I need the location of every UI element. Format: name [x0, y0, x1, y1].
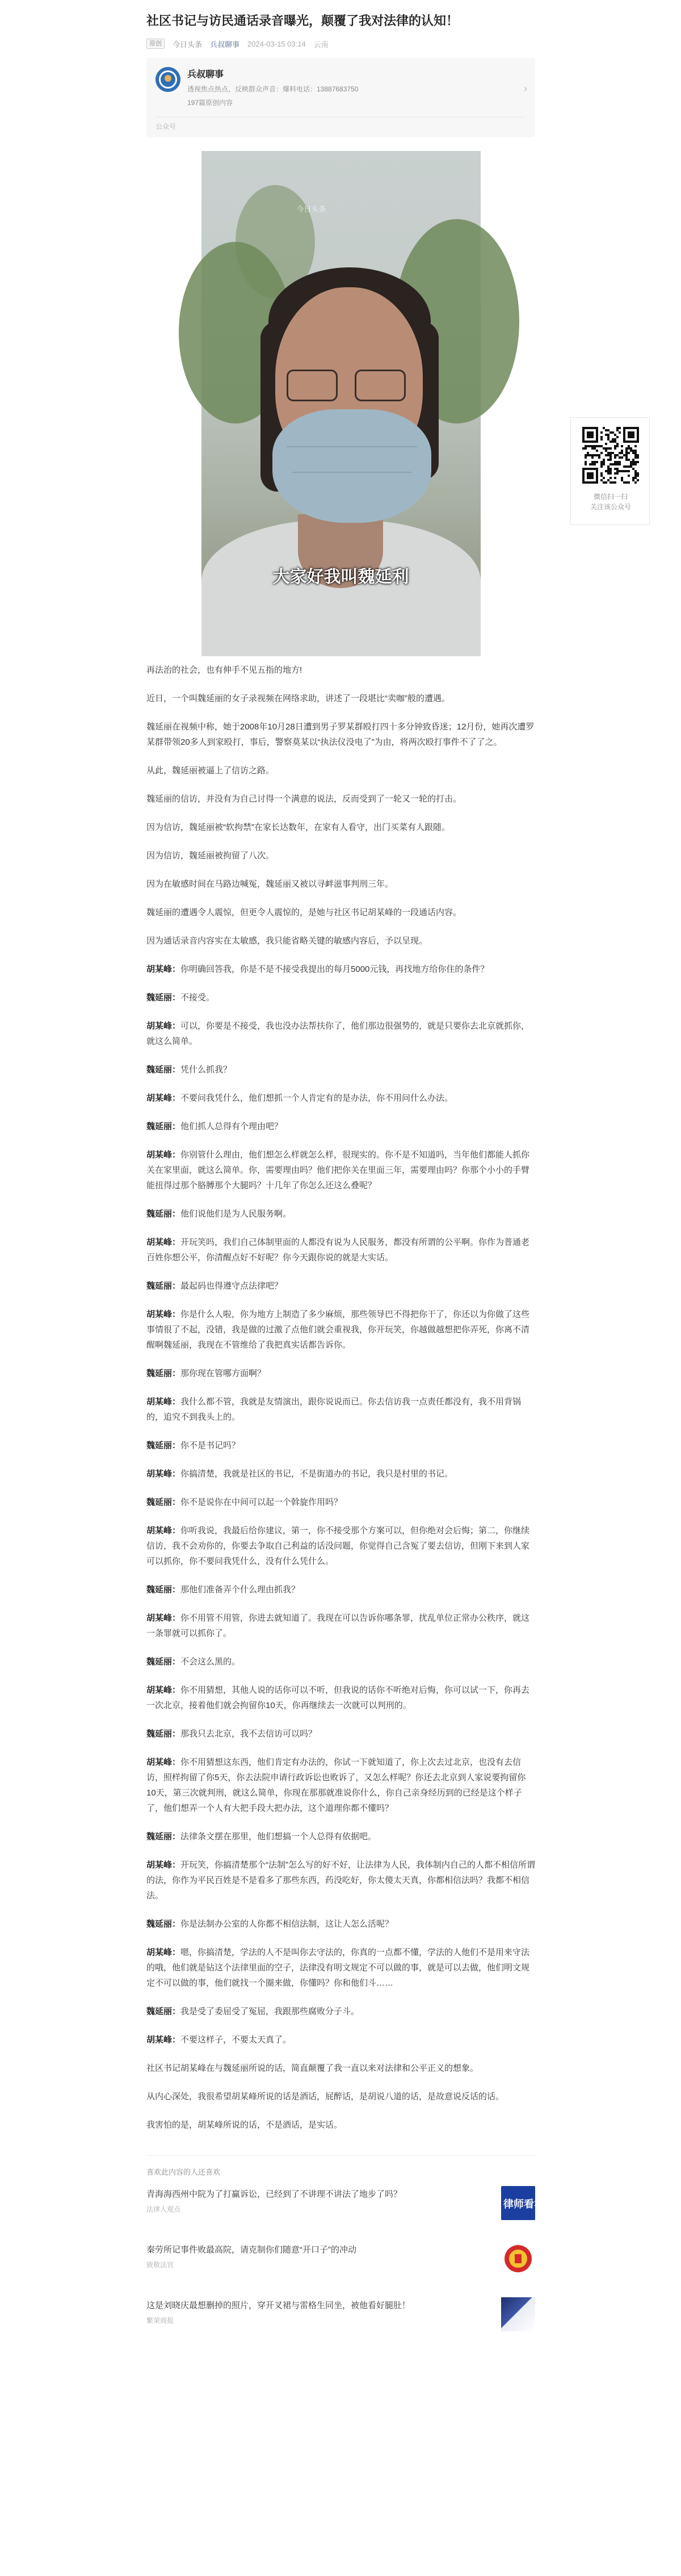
- related-item[interactable]: [146, 2242, 535, 2297]
- paragraph-text: 从此，魏延丽被逼上了信访之路。: [146, 766, 275, 775]
- article-paragraph: [146, 876, 535, 892]
- paragraph-text: 你是什么人啦，你为地方上制造了多少麻烦，那些领导巴不得把你干了，你还以为你做了这些事情很了不起，没错，我是做的过激了点他们就会重视我，你开玩笑，你越做越想把你弄死，你离不清醒啊魏延丽，我现在不管维给了我把真实话都告诉你。: [146, 1310, 530, 1350]
- paragraph-text: 你不用管不用管，你进去就知道了。我现在可以告诉你哪条罪，扰乱单位正常办公秩序，就这一条罪就可以抓你了。: [146, 1613, 530, 1638]
- article-title: 社区书记与访民通话录音曝光，颠覆了我对法律的认知！: [146, 14, 459, 28]
- speaker-label: 魏延丽：: [146, 1209, 181, 1219]
- article-paragraph: [146, 662, 535, 678]
- related-item[interactable]: [146, 2186, 544, 2242]
- article-paragraph: [146, 1062, 535, 1077]
- paragraph-text: 嗯，你搞清楚，学法的人不是叫你去守法的，你真的一点都不懂，学法的人他们不是用来守法的哦，他们就是钻这个法律里面的空子，法律没有明文规定不可以做的事，就是可以去做，他们明文规定不可以做的事，他们就找一个圈来做，你懂吗？你和他们斗……: [146, 1948, 530, 1988]
- speaker-label: 魏延丽：: [146, 1657, 181, 1667]
- article-paragraph: [146, 1235, 535, 1265]
- article-paragraph: [146, 933, 535, 949]
- paragraph-text: 不要这样子，不要太天真了。: [180, 2035, 292, 2045]
- paragraph-text: 法律条文摆在那里，他们想搞一个人总得有依据吧。: [180, 1832, 377, 1841]
- article-paragraph: [146, 1916, 535, 1932]
- paragraph-text: 近日，一个叫魏延丽的女子录视频在网络求助，讲述了一段堪比“卖咖”般的遭遇。: [146, 694, 450, 703]
- account-divider: [155, 117, 526, 118]
- article-paragraph: [146, 1582, 535, 1597]
- article-paragraph: [146, 691, 535, 706]
- article-paragraph: [146, 2004, 535, 2019]
- chevron-right-icon[interactable]: ›: [524, 83, 527, 94]
- article-paragraph: [146, 1438, 535, 1453]
- article-paragraph: [146, 1683, 535, 1713]
- paragraph-text: 因为通话录音内容实在太敏感，我只能省略关键的敏感内容后，予以呈现。: [146, 936, 428, 946]
- account-description: 透视焦点热点，反映群众声音：爆料电话：13887683750: [187, 85, 359, 93]
- paragraph-text: 我什么都不管，我就是友情演出，跟你说说而已。你去信访我一点责任都没有，我不用背锅的，追究不到我头上的。: [146, 1397, 522, 1422]
- speaker-label: 胡某峰：: [146, 1310, 181, 1319]
- article-paragraph: [146, 1495, 535, 1510]
- paragraph-text: 那我只去北京，我不去信访可以吗？: [180, 1729, 317, 1739]
- article-body: [146, 662, 535, 2133]
- article-page: [146, 0, 544, 2353]
- speaker-label: 胡某峰：: [146, 1685, 181, 1695]
- article-paragraph: [146, 1857, 535, 1903]
- speaker-label: 魏延丽：: [146, 1369, 181, 1378]
- paragraph-text: 你是法制办公室的人你都不相信法制，这让人怎么活呢？: [180, 1919, 394, 1929]
- paragraph-text: 凭什么抓我？: [180, 1065, 232, 1075]
- qr-caption-line2: 关注该公众号: [590, 503, 631, 511]
- paragraph-text: 再法治的社会，也有伸手不见五指的地方!: [146, 665, 302, 675]
- related-item-source: 法律人观点: [146, 2205, 181, 2213]
- related-item-title[interactable]: 秦劳所记事件败最高院，请克制你们随意“开口子”的冲动: [146, 2245, 356, 2255]
- related-item-title[interactable]: 青海海西州中院为了打赢诉讼，已经到了不讲理不讲法了地步了吗？: [146, 2189, 402, 2199]
- related-item[interactable]: [146, 2297, 535, 2353]
- article-paragraph: [146, 2117, 535, 2133]
- paragraph-text: 你不用猜想这东西，他们肯定有办法的，你试一下就知道了，你上次去过北京，也没有去信访，照样拘留了你5天，你去法院申请行政诉讼也败诉了，又怎么样呢？你还去北京到人家说要拘留你10天，第三次就判刑，就这么简单，你现在那那就准说你什么，你自己亲身经历到的已经是这个样子了，他们想弄一个人有大把手段大把办法，这个道理你都不懂吗？: [146, 1757, 526, 1813]
- paragraph-text: 魏延丽的遭遇令人震惊，但更令人震惊的，是她与社区书记胡某峰的一段通话内容。: [146, 908, 462, 917]
- article-paragraph: [146, 2032, 535, 2048]
- paragraph-text: 我害怕的是，胡某峰所说的话，不是酒话，是实话。: [146, 2120, 343, 2130]
- qr-caption: [571, 492, 650, 512]
- article-date: 2024-03-15 03:14: [247, 39, 306, 48]
- speaker-label: 魏延丽：: [146, 1919, 181, 1929]
- speaker-label: 魏延丽：: [146, 1441, 181, 1450]
- paragraph-text: 你搞清楚，我就是社区的书记，不是街道办的书记，我只是村里的书记。: [180, 1469, 453, 1479]
- account-article-count: 197篇原创内容: [187, 99, 233, 107]
- article-paragraph: [146, 1090, 535, 1106]
- related-articles: [146, 2155, 544, 2353]
- speaker-label: 魏延丽：: [146, 1585, 181, 1595]
- paragraph-text: 开玩笑吗，我们自己体制里面的人都没有说为人民服务，都没有所谓的公平啊。你作为普通老百姓你想公平，你清醒点好不好呢？你今天跟你说的就是大实话。: [146, 1237, 530, 1262]
- paragraph-text: 魏延丽的信访，并没有为自己讨得一个满意的说法，反而受到了一轮又一轮的打击。: [146, 794, 462, 804]
- related-item-thumbnail[interactable]: [501, 2297, 535, 2331]
- speaker-label: 胡某峰：: [146, 964, 181, 974]
- article-paragraph: [146, 962, 535, 977]
- original-tag: 原创: [146, 39, 165, 49]
- paragraph-text: 开玩笑，你搞清楚那个“法制”怎么写的好不好，让法律为人民，我体制内自己的人都不相信所谓的法，你作为平民百姓是不是看多了那些东西，药没吃好，你太傻太天真，你都相信法吗？我都不相信法。: [146, 1860, 536, 1900]
- paragraph-text: 你不是说你在中间可以起一个斡旋作用吗？: [180, 1497, 343, 1507]
- video-player[interactable]: [201, 151, 481, 647]
- speaker-label: 魏延丽：: [146, 993, 181, 1002]
- article-paragraph: [146, 763, 535, 778]
- speaker-label: 胡某峰：: [146, 2035, 181, 2045]
- qr-code-panel: [570, 417, 650, 525]
- article-paragraph: [146, 791, 535, 807]
- article-paragraph: [146, 1307, 535, 1353]
- related-item-thumbnail[interactable]: [501, 2242, 535, 2276]
- paragraph-text: 他们抓人总得有个理由吧？: [180, 1122, 283, 1131]
- court-emblem-icon: [501, 2242, 535, 2276]
- account-name: 兵叔聊事: [187, 70, 224, 79]
- speaker-label: 魏延丽：: [146, 1122, 181, 1131]
- related-heading: 喜欢此内容的人还喜欢: [146, 2168, 221, 2176]
- qr-code-icon: [582, 427, 639, 484]
- paragraph-text: 可以，你要是不接受，我也没办法帮扶你了，他们那边很强势的，就是只要你去北京就抓你，就这么简单。: [146, 1021, 530, 1046]
- speaker-label: 胡某峰：: [146, 1021, 181, 1031]
- article-paragraph: [146, 1610, 535, 1641]
- speaker-label: 胡某峰：: [146, 1860, 181, 1870]
- paragraph-text: 因为在敏感时间在马路边喊冤，魏延丽又被以寻衅滋事判刑三年。: [146, 879, 394, 889]
- video-subtitle: 大家好我叫魏延利: [272, 568, 409, 586]
- article-paragraph: [146, 1206, 535, 1222]
- article-paragraph: [146, 719, 535, 750]
- speaker-label: 胡某峰：: [146, 1237, 181, 1247]
- speaker-label: 胡某峰：: [146, 1093, 181, 1103]
- article-paragraph: [146, 848, 535, 863]
- account-avatar: [155, 67, 180, 92]
- related-item-source: 致敬法官: [146, 2261, 174, 2269]
- account-card[interactable]: [146, 58, 535, 137]
- speaker-label: 魏延丽：: [146, 1497, 181, 1507]
- article-paragraph: [146, 820, 535, 835]
- article-paragraph: [146, 2061, 535, 2076]
- article-paragraph: [146, 1394, 535, 1425]
- article-paragraph: [146, 990, 535, 1005]
- speaker-label: 魏延丽：: [146, 1065, 181, 1075]
- paragraph-text: 因为信访，魏延丽被“软拘禁”在家长达数年，在家有人看守，出门买菜有人跟随。: [146, 823, 450, 832]
- article-paragraph: [146, 1755, 535, 1816]
- article-paragraph: [146, 1018, 535, 1049]
- speaker-label: 胡某峰：: [146, 1150, 181, 1160]
- speaker-label: 胡某峰：: [146, 1613, 181, 1623]
- article-paragraph: [146, 2089, 535, 2104]
- speaker-label: 胡某峰：: [146, 1757, 181, 1767]
- speaker-label: 魏延丽：: [146, 1832, 181, 1841]
- speaker-label: 胡某峰：: [146, 1469, 181, 1479]
- account-type-label: 公众号: [155, 123, 176, 131]
- paragraph-text: 你不用猜想，其他人说的话你可以不听，但我说的话你不听绝对后悔，你可以试一下，你再去一次北京，接着他们就会拘留你10天，你再继续去一次就可以判刑的。: [146, 1685, 530, 1710]
- speaker-label: 魏延丽：: [146, 1281, 181, 1291]
- paragraph-text: 那你现在管哪方面啊？: [180, 1369, 266, 1378]
- article-paragraph: [146, 1366, 535, 1381]
- paragraph-text: 不要问我凭什么，他们想抓一个人肯定有的是办法，你不用问什么办法。: [180, 1093, 453, 1103]
- paragraph-text: 你听我说，我最后给你建议，第一，你不接受那个方案可以，但你绝对会后悔；第二，你继续信访，我不会劝你的，你要去争取自己利益的话没问题，你觉得自己含冤了要去信访，但刚下来到人家可以抓你，你不要问我凭什么，没有什么凭什么。: [146, 1526, 530, 1566]
- speaker-label: 魏延丽：: [146, 2007, 181, 2016]
- paragraph-text: 因为信访，魏延丽被拘留了八次。: [146, 851, 275, 861]
- article-paragraph: [146, 1147, 535, 1193]
- article-paragraph: [146, 1523, 535, 1569]
- paragraph-text: 最起码也得遵守点法律吧？: [180, 1281, 283, 1291]
- thumbnail-text: 律师看法: [503, 2199, 544, 2210]
- video-watermark: 今日头条: [296, 205, 326, 213]
- article-location: 云南: [313, 40, 329, 49]
- speaker-label: 胡某峰：: [146, 1948, 181, 1957]
- paragraph-text: 不会这么黑的。: [180, 1657, 241, 1667]
- paragraph-text: 他们说他们是为人民服务啊。: [180, 1209, 292, 1219]
- paragraph-text: 社区书记胡某峰在与魏延丽所说的话，简直颠覆了我一直以来对法律和公平正义的想象。: [146, 2063, 479, 2073]
- speaker-label: 胡某峰：: [146, 1526, 181, 1535]
- article-meta: [146, 37, 535, 50]
- speaker-label: 胡某峰：: [146, 1397, 181, 1407]
- paragraph-text: 魏延丽在视频中称，她于2008年10月28日遭到男子罗某群殴打四十多分钟致昏迷；12月份，她再次遭罗某群带领20多人到家殴打，事后，警察莫某以“执法仪没电了”为由，将两次殴打事件不了了之。: [146, 722, 535, 747]
- article-paragraph: [146, 1654, 535, 1669]
- speaker-label: 魏延丽：: [146, 1729, 181, 1739]
- article-paragraph: [146, 1945, 535, 1991]
- qr-caption-line1: 微信扫一扫: [593, 493, 628, 501]
- article-paragraph: [146, 1726, 535, 1742]
- related-item-thumbnail[interactable]: [501, 2186, 544, 2220]
- article-paragraph: [146, 1466, 535, 1482]
- article-paragraph: [146, 1278, 535, 1294]
- related-item-title[interactable]: 这是刘晓庆最想删掉的照片，穿开叉裙与雷格生同坐，被他看好腿肚！: [146, 2301, 411, 2310]
- paragraph-text: 你不是书记吗？: [180, 1441, 241, 1450]
- related-item-source: 繁荣商报: [146, 2317, 174, 2325]
- article-source: 今日头条: [173, 40, 203, 49]
- paragraph-text: 你明确回答我，你是不是不接受我提出的每月5000元钱，再找地方给你住的条件？: [180, 964, 489, 974]
- article-paragraph: [146, 905, 535, 920]
- article-author-link[interactable]: 兵叔聊事: [210, 40, 240, 49]
- paragraph-text: 那他们准备弄个什么理由抓我？: [180, 1585, 300, 1595]
- article-paragraph: [146, 1829, 535, 1844]
- paragraph-text: 我是受了委屈受了冤屈，我跟那些腐败分子斗。: [180, 2007, 360, 2016]
- paragraph-text: 你别管什么理由，他们想怎么样就怎么样，很现实的。你不是不知道吗，当年他们都能人抓你关在家里面，就这么简单。你，需要理由吗？他们把你关在里面三年，需要理由吗？你那个小小的手臂能扭得过那个胳膊那个大腿吗？十几年了你怎么还这么叠呢？: [146, 1150, 530, 1190]
- paragraph-text: 不接受。: [180, 993, 215, 1002]
- paragraph-text: 从内心深处，我很希望胡某峰所说的话是酒话，屁醉话，是胡说八道的话，是故意说反话的话。: [146, 2092, 505, 2101]
- article-paragraph: [146, 1119, 535, 1134]
